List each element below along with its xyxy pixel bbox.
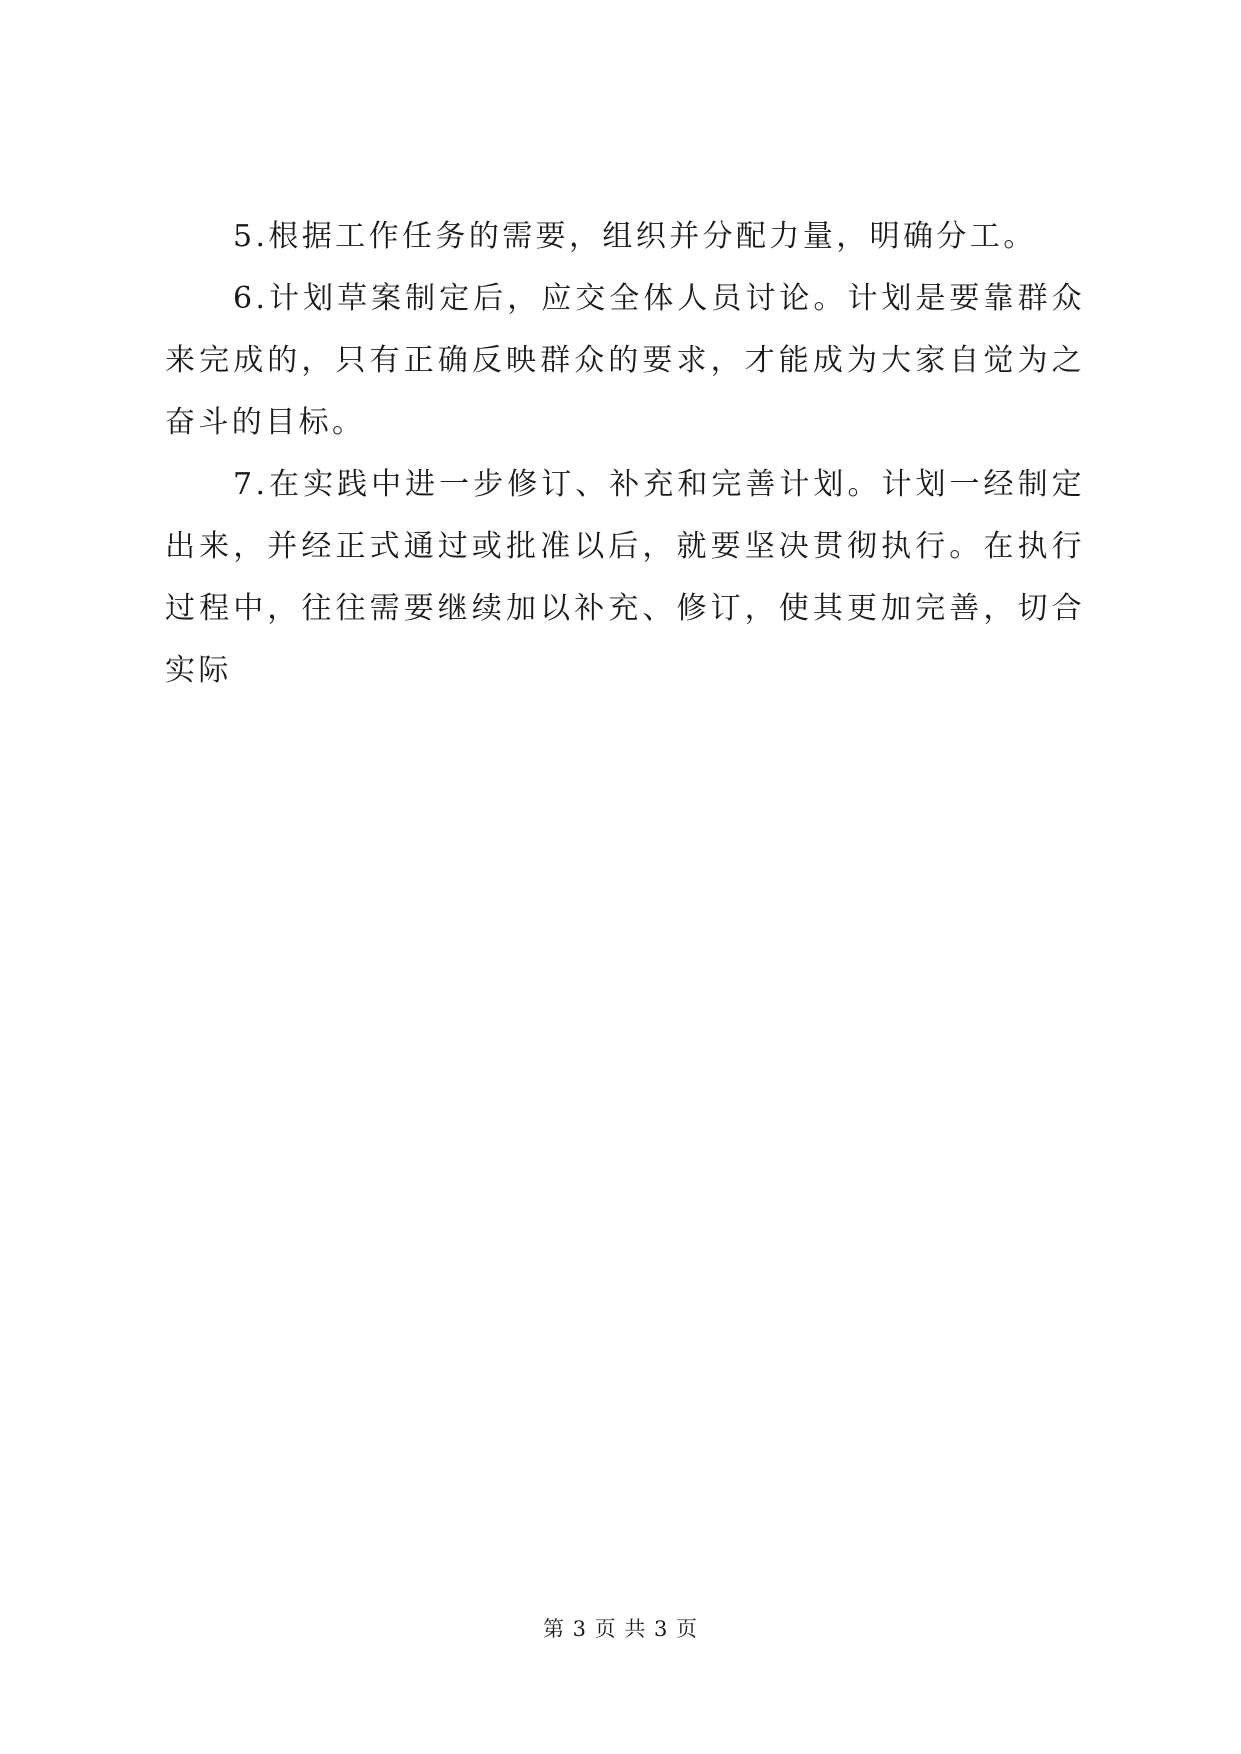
paragraph-item-5: 5.根据工作任务的需要，组织并分配力量，明确分工。 [233,219,1037,254]
page-number-label: 第 3 页 共 3 页 [542,1617,699,1641]
document-body [165,206,1085,702]
paragraph-item-6: 6.计划草案制定后，应交全体人员讨论。计划是要靠群众来完成的，只有正确反映群众的要求，才能成为大家自觉为之奋斗的目标。 [165,281,1085,440]
page-footer [0,1614,1241,1644]
paragraph-item-7: 7.在实践中进一步修订、补充和完善计划。计划一经制定出来，并经正式通过或批准以后，就要坚决贯彻执行。在执行过程中，往往需要继续加以补充、修订，使其更加完善，切合实际 [165,467,1085,688]
